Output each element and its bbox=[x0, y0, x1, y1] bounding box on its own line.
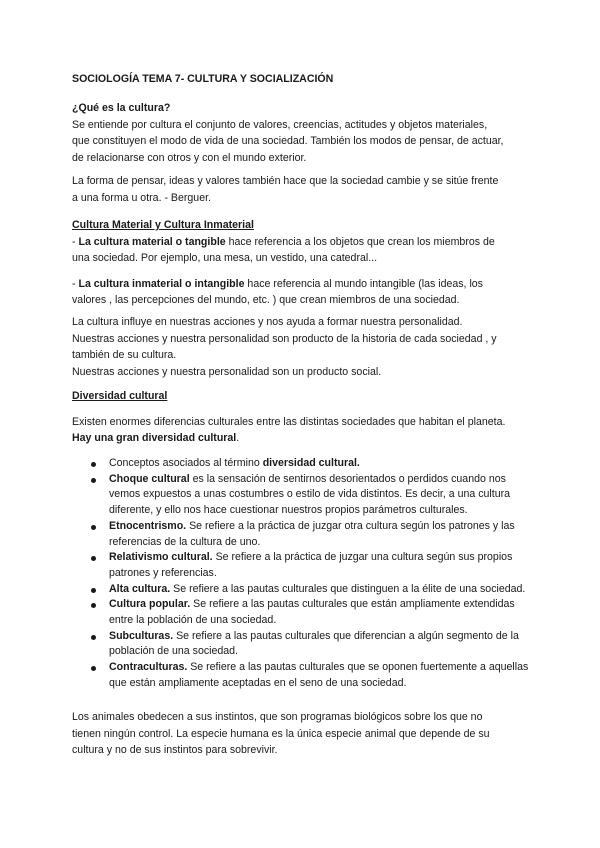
item-text: Se refiere a la práctica de juzgar una cultura según sus propios patrones y referencias. bbox=[109, 551, 513, 579]
paragraph-line: que constituyen el modo de vida de una sociedad. También los modos de pensar, de actuar, bbox=[72, 135, 504, 148]
paragraph-line: Nuestras acciones y nuestra personalidad son un producto social. bbox=[72, 365, 382, 378]
document-title: SOCIOLOGÍA TEMA 7- CULTURA Y SOCIALIZACIÓN bbox=[72, 73, 334, 85]
paragraph-line: de relacionarse con otros y con el mundo exterior. bbox=[72, 151, 307, 164]
bullet-icon bbox=[91, 478, 96, 483]
paragraph-line: también de su cultura. bbox=[72, 349, 177, 362]
bullet-icon bbox=[91, 556, 96, 561]
list-item bbox=[72, 519, 532, 550]
paragraph-line bbox=[72, 430, 542, 447]
section-diversidad bbox=[72, 388, 542, 447]
section-heading: ¿Qué es la cultura? bbox=[72, 102, 171, 114]
term-bold: La cultura inmaterial o intangible bbox=[78, 277, 245, 290]
paragraph-line: cultura y no de sus instintos para sobrevivir. bbox=[72, 744, 278, 757]
item-text: Se refiere a la práctica de juzgar otra cultura según los patrones y las referencias de la cultura de uno. bbox=[109, 519, 515, 548]
bullet-icon bbox=[91, 635, 96, 640]
paragraph-line: La forma de pensar, ideas y valores también hace que la sociedad cambie y se sitúe frente bbox=[72, 175, 499, 187]
item-text: es la sensación de sentirnos desorientados o perdidos cuando nos vemos expuestos a unas costumbres o estilo de vida distintos. Es decir, a una cultura diferente, y ello nos hace cuestionar nuestros propios parámetros culturales. bbox=[109, 472, 511, 517]
bullet-icon bbox=[91, 462, 96, 467]
bullet-icon bbox=[91, 603, 96, 608]
item-text: Conceptos asociados al término bbox=[109, 457, 263, 469]
paragraph-line: La cultura influye en nuestras acciones y nos ayuda a formar nuestra personalidad. bbox=[72, 316, 463, 328]
paragraph-line: Nuestras acciones y nuestra personalidad son producto de la historia de cada sociedad , y bbox=[72, 332, 497, 345]
bullet-icon bbox=[91, 666, 96, 671]
term-text: hace referencia al mundo intangible (las ideas, los bbox=[244, 277, 483, 290]
term-text: hace referencia a los objetos que crean los miembros de bbox=[225, 235, 495, 248]
term-text: . bbox=[236, 432, 240, 445]
paragraph-line: valores , las percepciones del mundo, etc. ) que crean miembros de una sociedad. bbox=[72, 294, 460, 307]
item-term: Cultura popular. bbox=[109, 598, 191, 611]
bullet-icon bbox=[91, 525, 96, 530]
list-item bbox=[72, 582, 532, 598]
item-term: Etnocentrismo. bbox=[109, 519, 187, 532]
item-text: Se refiere a las pautas culturales que están ampliamente extendidas entre la población de una sociedad. bbox=[109, 598, 515, 627]
paragraph-animales bbox=[72, 709, 542, 759]
list-item bbox=[72, 597, 532, 628]
section-heading: Cultura Material y Cultura Inmaterial bbox=[72, 219, 254, 231]
paragraph-line: Se entiende por cultura el conjunto de valores, creencias, actitudes y objetos materiales, bbox=[72, 118, 488, 131]
paragraph-influye bbox=[72, 314, 542, 380]
paragraph-line: tienen ningún control. La especie humana es la única especie animal que depende de su bbox=[72, 727, 490, 740]
list-item bbox=[72, 456, 532, 472]
dash-prefix: - bbox=[72, 235, 79, 248]
item-term: Choque cultural bbox=[109, 472, 190, 485]
section-material-inmaterial bbox=[72, 217, 542, 309]
section-que-es-cultura bbox=[72, 100, 542, 166]
item-term: Contraculturas. bbox=[109, 661, 188, 674]
item-term: Relativismo cultural. bbox=[109, 551, 213, 564]
paragraph-line: una sociedad. Por ejemplo, una mesa, un vestido, una catedral... bbox=[72, 252, 378, 265]
paragraph-line: a una forma u otra. - Berguer. bbox=[72, 191, 211, 204]
item-text: Se refiere a las pautas culturales que distinguen a la élite de una sociedad. bbox=[170, 582, 526, 595]
item-text: Se refiere a las pautas culturales que se oponen fuertemente a aquellas que están ampliamente aceptadas en el seno de una sociedad. bbox=[109, 661, 529, 689]
item-text: Se refiere a las pautas culturales que diferencian a algún segmento de la población de una sociedad. bbox=[109, 629, 519, 658]
paragraph-line bbox=[72, 276, 542, 293]
list-item bbox=[72, 660, 532, 691]
item-term: Subculturas. bbox=[109, 629, 174, 642]
paragraph-line: Los animales obedecen a sus instintos, que son programas biológicos sobre los que no bbox=[72, 711, 483, 723]
paragraph-line: Existen enormes diferencias culturales entre las distintas sociedades que habitan el planeta. bbox=[72, 415, 506, 428]
paragraph-line bbox=[72, 234, 542, 251]
list-item bbox=[72, 550, 532, 581]
term-bold: La cultura material o tangible bbox=[78, 235, 226, 248]
paragraph-berguer bbox=[72, 173, 542, 206]
list-item bbox=[72, 472, 532, 519]
dash-prefix: - bbox=[72, 277, 79, 290]
section-heading: Diversidad cultural bbox=[72, 390, 168, 402]
term-bold: Hay una gran diversidad cultural bbox=[72, 432, 237, 445]
item-term: diversidad cultural. bbox=[262, 457, 360, 469]
list-item bbox=[72, 629, 532, 660]
bullet-icon bbox=[91, 588, 96, 593]
bullet-list bbox=[72, 456, 532, 692]
item-term: Alta cultura. bbox=[109, 582, 171, 595]
